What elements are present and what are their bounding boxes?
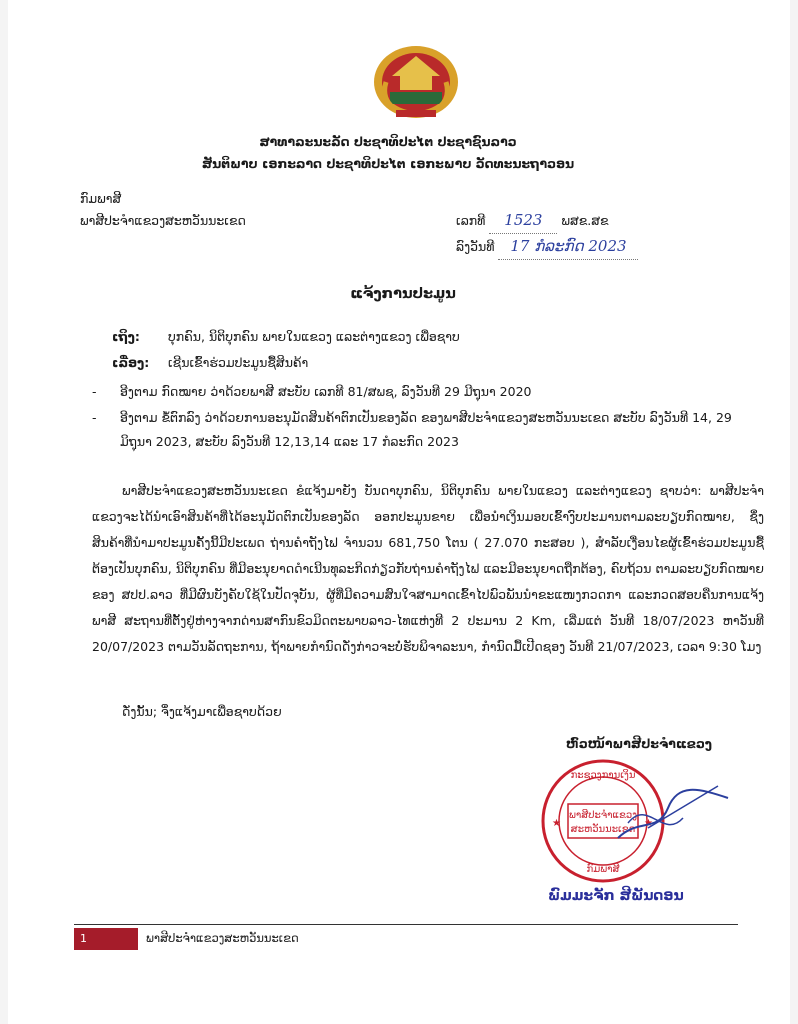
addressing-block	[112, 324, 460, 376]
to-text: ບຸກຄົນ, ນິຕິບຸກຄົນ ພາຍໃນແຂວງ ແລະຕ່າງແຂວງ ເພື່ອຊາບ	[167, 329, 460, 344]
national-motto: ສັນຕິພາບ ເອກະລາດ ປະຊາທິປະໄຕ ເອກະພາບ ວັດທະນະຖາວອນ	[201, 156, 575, 171]
svg-text:ກົມພາສີ: ກົມພາສີ	[586, 864, 620, 875]
issuing-authority	[80, 188, 246, 232]
legal-basis-1: ອີງຕາມ ກົດໝາຍ ວ່າດ້ວຍພາສີ ສະບັບ ເລກທີ 81/ສພຊ, ລົງວັນທີ 29 ມີຖຸນາ 2020	[120, 384, 532, 399]
department-name: ກົມພາສີ	[80, 191, 122, 206]
page-number-badge: 1	[74, 928, 138, 950]
national-emblem-icon	[370, 42, 462, 120]
footer-text: ພາສີປະຈຳແຂວງສະຫວັນນະເຂດ	[146, 931, 299, 945]
ref-number-label: ເລກທີ	[456, 213, 486, 228]
svg-text:ກະຊວງການເງິນ: ກະຊວງການເງິນ	[570, 770, 636, 781]
ref-date-label: ລົງວັນທີ	[456, 239, 495, 254]
national-header-line1: ສາທາລະນະລັດ ປະຊາທິປະໄຕ ປະຊາຊົນລາວ	[259, 134, 517, 149]
svg-text:ພາສີປະຈຳແຂວງ: ພາສີປະຈຳແຂວງ	[568, 810, 638, 821]
document-title: ແຈ້ງການປະມູນ	[350, 286, 456, 302]
legal-basis-list	[92, 380, 764, 456]
ref-number-value: 1523	[504, 211, 543, 229]
signatory-title: ຫົວໜ້າພາສີປະຈຳແຂວງ	[566, 736, 712, 751]
document-page	[8, 0, 790, 1024]
signer-name: ພົມມະຈັກ ສີພັນດອນ	[548, 888, 684, 904]
list-item: - ອີງຕາມ ກົດໝາຍ ວ່າດ້ວຍພາສີ ສະບັບ ເລກທີ 81/ສພຊ, ລົງວັນທີ 29 ມີຖຸນາ 2020	[92, 380, 764, 404]
legal-basis-2: ອີງຕາມ ຂໍ້ຕົກລົງ ວ່າດ້ວຍການອະນຸມັດສິນຄ້າຕົກເປັນຂອງລັດ ຂອງພາສີປະຈຳແຂວງສະຫວັນນະເຂດ ສະບັບ ລົງວັນທີ 14, 29 ມິຖຸນາ 2023, ສະບັບ ລົງວັນທີ 12,13,14 ແລະ 17 ກໍລະກົດ 2023	[120, 410, 732, 449]
svg-text:★: ★	[552, 818, 561, 829]
footer-divider	[74, 924, 738, 925]
ref-date-value: 17 ກໍລະກົດ 2023	[510, 237, 627, 255]
to-label: ເຖິງ:	[112, 329, 140, 344]
ref-number-suffix: ພສຂ.ສຂ	[561, 213, 609, 228]
list-item: - ອີງຕາມ ຂໍ້ຕົກລົງ ວ່າດ້ວຍການອະນຸມັດສິນຄ້າຕົກເປັນຂອງລັດ ຂອງພາສີປະຈຳແຂວງສະຫວັນນະເຂດ ສະບັບ ລົງວັນທີ 14, 29 ມິຖຸນາ 2023, ສະບັບ ລົງວັນທີ 12,13,14 ແລະ 17 ກໍລະກົດ 2023	[92, 406, 764, 454]
closing-line: ດັ່ງນັ້ນ; ຈຶ່ງແຈ້ງມາເພື່ອຊາບດ້ວຍ	[122, 704, 282, 719]
handwritten-signature	[608, 778, 738, 848]
svg-text:★: ★	[644, 818, 653, 829]
reference-block	[456, 208, 638, 260]
subject-label: ເລື່ອງ:	[112, 355, 150, 370]
svg-text:ສະຫວັນນະເຂດ: ສະຫວັນນະເຂດ	[570, 824, 636, 835]
office-name: ພາສີປະຈຳແຂວງສະຫວັນນະເຂດ	[80, 213, 246, 228]
body-paragraph: ພາສີປະຈຳແຂວງສະຫວັນນະເຂດ ຂໍແຈ້ງມາຍັງ ບັນດາບຸກຄົນ, ນິຕິບຸກຄົນ ພາຍໃນແຂວງ ແລະຕ່າງແຂວງ ຊາບວ່າ: ພາສີປະຈຳແຂວງຈະໄດ້ນຳເອົາສິນຄ້າທີ່ໄດ້ອະນຸມັດຕົກເປັນຂອງລັດ ອອກປະມູນຂາຍ ເພື່ອນຳເງິນມອບເຂົ້າງົບປະມານຕາມລະບຽບກົດໝາຍ, ຊຶ່ງສິນຄ້າທີ່ນຳມາປະມູນຄັ້ງນີ້ມີປະເພດ ຖ່ານຄຳຖັງໄຟ ຈຳນວນ 681,750 ໂຕນ ( 27.070 ກະສອບ ), ສຳລັບເງື່ອນໄຂຜູ້ເຂົ້າຮ່ວມປະມູນຊື້ຕ້ອງເປັນບຸກຄົນ, ນິຕິບຸກຄົນ ທີ່ມີອະນຸຍາດດຳເນີນທຸລະກິດກ່ຽວກັບຖ່ານຄຳຖັງໄຟ ແລະມີອະນຸຍາດຖືກຕ້ອງ, ຄົບຖ້ວນ ຕາມລະບຽບກົດໝາຍຂອງ ສປປ.ລາວ ທີ່ມີຜົນບັງຄັບໃຊ້ໃນປັດຈຸບັນ, ຜູ້ທີ່ມີຄວາມສົນໃຈສາມາດເຂົ້າໄປພົວພັນນຳຂະແໜງກວດກາ ແລະກວດສອບຄືນການແຈ້ງພາສີ ສະຖານທີ່ຕັ້ງຢູ່ຫ່າງຈາກດ່ານສາກົນຂົວມິດຕະພາບລາວ-ໄທແຫ່ງທີ 2 ປະມານ 2 Km, ເລີ່ມແຕ່ ວັນທີ 18/07/2023 ຫາວັນທີ 20/07/2023 ຕາມວັນລັດຖະການ, ຖ້າພາຍກຳນົດດັ່ງກ່າວຈະບໍ່ຮັບພິຈາລະນາ, ກຳນົດມື້ເປີດຊອງ ວັນທີ 21/07/2023, ເວລາ 9:30 ໂມງ	[92, 483, 764, 654]
subject-text: ເຊີນເຂົ້າຮ່ວມປະມູນຊື້ສິນຄ້າ	[167, 355, 309, 370]
